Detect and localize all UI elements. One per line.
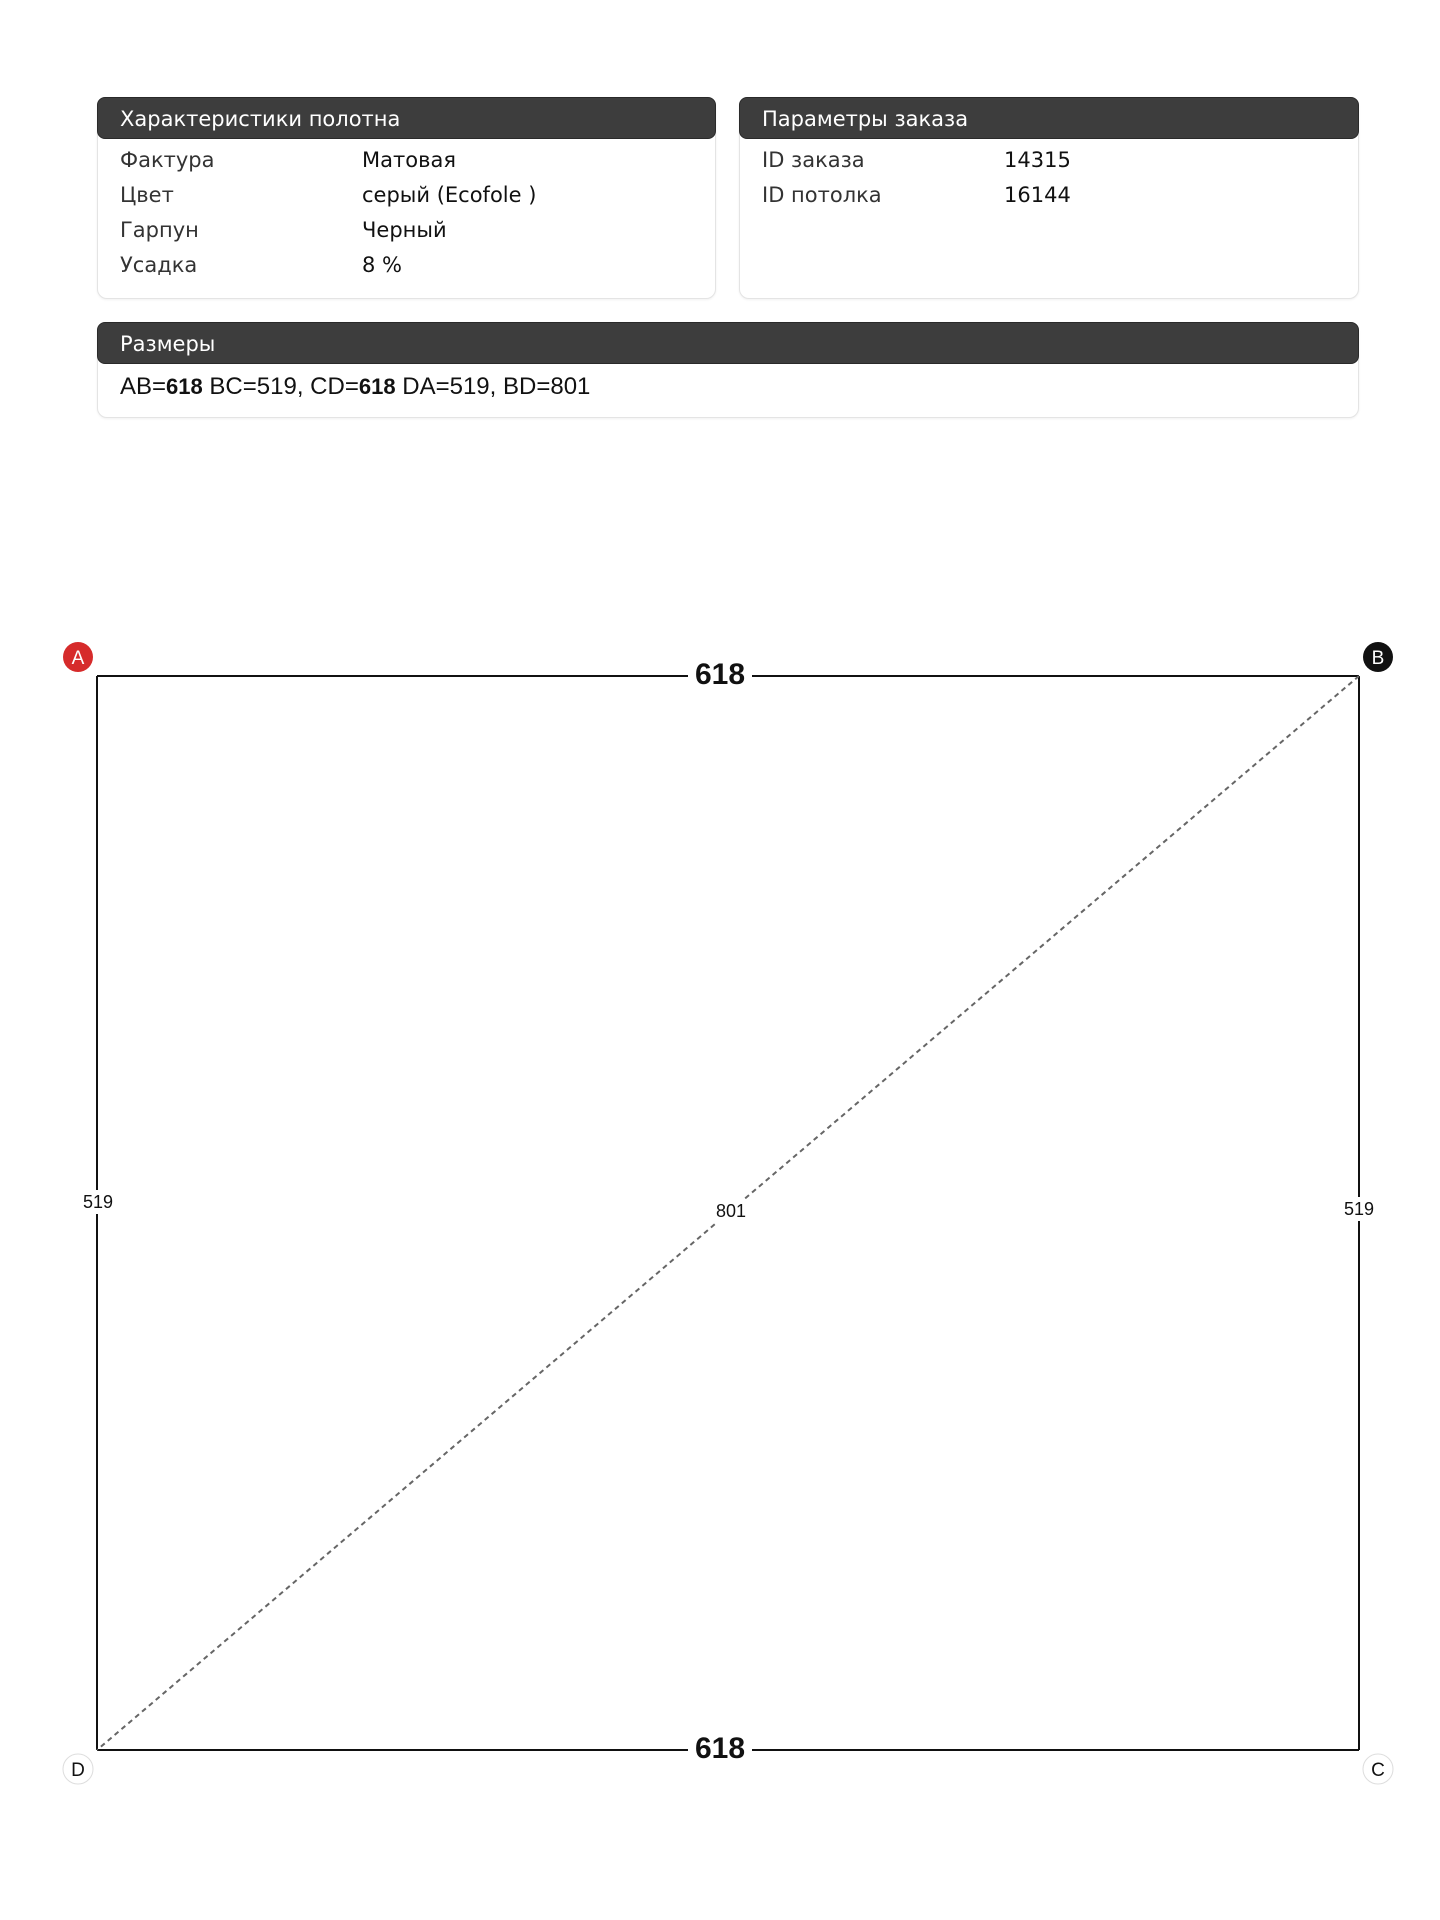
sizes-title: Размеры bbox=[97, 322, 1359, 364]
texture-label: Фактура bbox=[120, 148, 215, 172]
color-value: серый (Ecofole ) bbox=[362, 183, 537, 207]
vertex-c-label: C bbox=[1371, 1760, 1385, 1781]
harpoon-value: Черный bbox=[362, 218, 447, 242]
shrinkage-label: Усадка bbox=[120, 253, 198, 277]
cd-value: 618 bbox=[358, 374, 396, 399]
shrinkage-value: 8 % bbox=[362, 253, 402, 277]
order-params-title: Параметры заказа bbox=[739, 97, 1359, 139]
ab-value: 618 bbox=[166, 374, 203, 399]
canvas-properties-title: Характеристики полотна bbox=[97, 97, 716, 139]
order-id-label: ID заказа bbox=[762, 148, 865, 172]
edge-cd-label: 618 bbox=[694, 1732, 746, 1765]
diagonal-bd-label: 801 bbox=[715, 1201, 747, 1221]
harpoon-label: Гарпун bbox=[120, 218, 199, 242]
texture-value: Матовая bbox=[362, 148, 456, 172]
vertex-d-label: D bbox=[71, 1760, 85, 1781]
bc-size: BC=519, bbox=[209, 373, 304, 400]
bd-size: BD=801 bbox=[503, 373, 591, 400]
da-size: DA=519, bbox=[402, 373, 497, 400]
vertex-a-label: A bbox=[71, 648, 85, 669]
edge-ab-label: 618 bbox=[694, 658, 746, 691]
edge-bc-label: 519 bbox=[1343, 1199, 1375, 1219]
ceiling-id-value: 16144 bbox=[1004, 183, 1071, 207]
vertex-b-label: B bbox=[1371, 648, 1385, 669]
color-label: Цвет bbox=[120, 183, 174, 207]
order-id-value: 14315 bbox=[1004, 148, 1071, 172]
cd-prefix: CD= bbox=[310, 373, 359, 400]
edge-da-label: 519 bbox=[82, 1192, 114, 1212]
ceiling-id-label: ID потолка bbox=[762, 183, 882, 207]
ab-prefix: AB= bbox=[120, 373, 167, 400]
